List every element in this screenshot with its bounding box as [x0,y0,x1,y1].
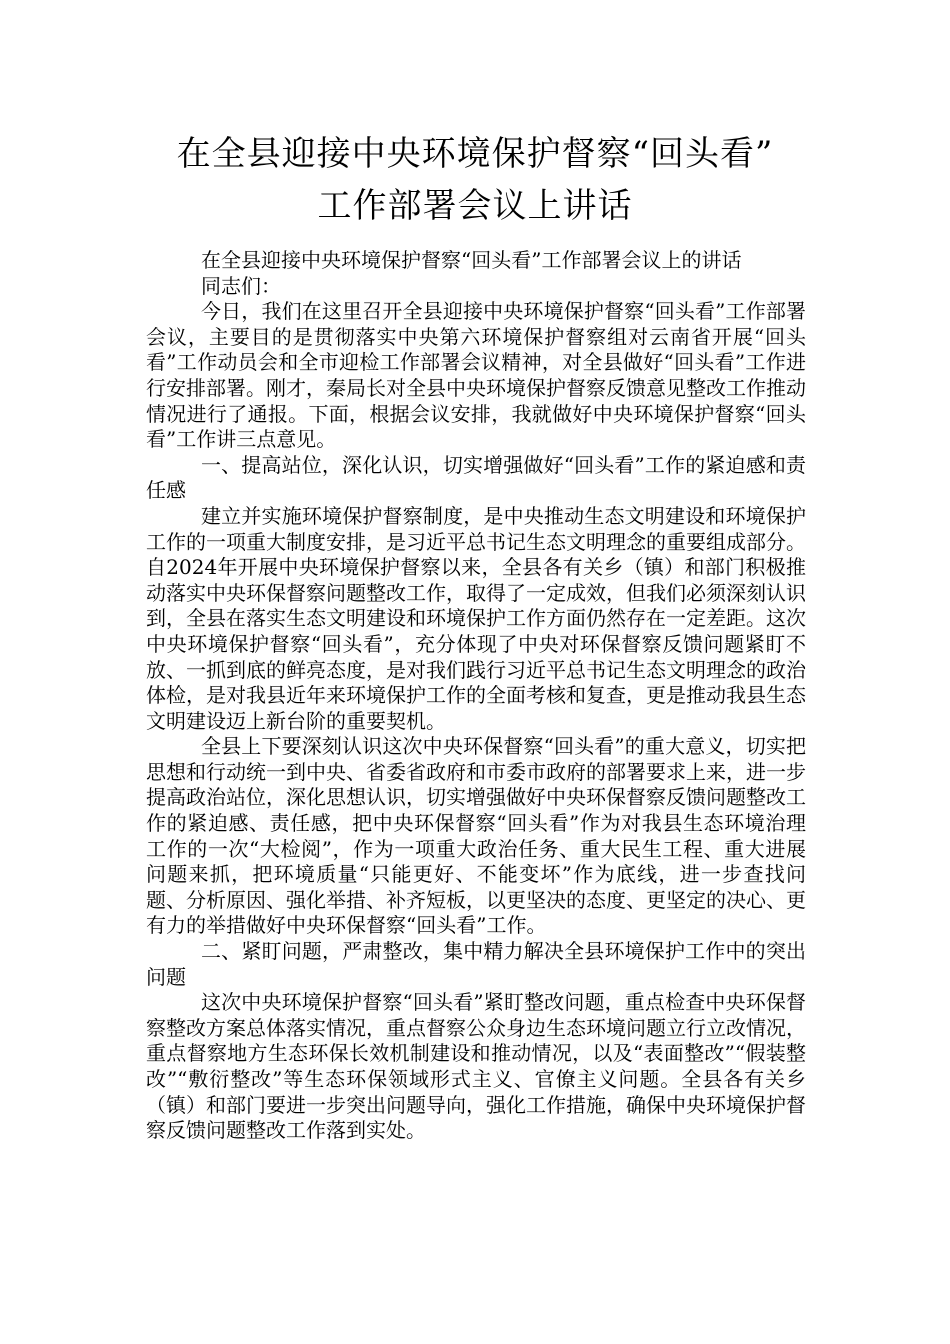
paragraph-body: 这次中央环境保护督察“回头看”紧盯整改问题，重点检查中央环保督察整改方案总体落实情况，重点督察公众身边生态环境问题立行立改情况，重点督察地方生态环保长效机制建设和推动情况，以及“表面整改”“假装整改”“敷衍整改”等生态环保领域形式主义、官僚主义问题。全县各有关乡（镇）和部门要进一步突出问题导向，强化工作措施，确保中央环境保护督察反馈问题整改工作落到实处。 [146,990,806,1143]
salutation: 同志们： [201,273,281,298]
title-line-1: 在全县迎接中央环境保护督察“回头看” [176,134,774,174]
section-heading-1: 一、提高站位，深化认识，切实增强做好“回头看”工作的紧迫感和责任感 [146,452,806,503]
title-line-2: 工作部署会议上讲话 [317,186,633,226]
paragraph-body: 全县上下要深刻认识这次中央环保督察“回头看”的重大意义，切实把思想和行动统一到中央、省委省政府和市委市政府的部署要求上来，进一步提高政治站位，深化思想认识，切实增强做好中央环保督察反馈问题整改工作的紧迫感、责任感，把中央环保督察“回头看”作为对我县生态环境治理工作的一次“大检阅”，作为一项重大政治任务、重大民生工程、重大进展问题来抓，把环境质量“只能更好、不能变坏”作为底线，进一步查找问题、分析原因、强化举措、补齐短板，以更坚决的态度、更坚定的决心、更有力的举措做好中央环保督察“回头看”工作。 [146,734,806,938]
section-heading-2: 二、紧盯问题，严肃整改，集中精力解决全县环境保护工作中的突出问题 [146,939,806,989]
paragraph-body: 建立并实施环境保护督察制度，是中央推动生态文明建设和环境保护工作的一项重大制度安排，是习近平总书记生态文明理念的重要组成部分。自2024年开展中央环境保护督察以来，全县各有关乡（镇）和部门积极推动落实中央环保督察问题整改工作，取得了一定成效，但我们必须深刻认识到，全县在落实生态文明建设和环境保护工作方面仍然存在一定差距。这次中央环境保护督察“回头看”，充分体现了中央对环保督察反馈问题紧盯不放、一抓到底的鲜亮态度，是对我们践行习近平总书记生态文明理念的政治体检，是对我县近年来环境保护工作的全面考核和复查，更是推动我县生态文明建设迈上新台阶的重要契机。 [146,503,806,733]
document-title [120,128,830,232]
document-body [146,248,806,1144]
speech-subtitle: 在全县迎接中央环境保护督察“回头看”工作部署会议上的讲话 [201,248,742,272]
paragraph-intro: 今日，我们在这里召开全县迎接中央环境保护督察“回头看”工作部署会议，主要目的是贯彻落实中央第六环境保护督察组对云南省开展“回头看”工作动员会和全市迎检工作部署会议精神，对全县做好“回头看”工作进行安排部署。刚才，秦局长对全县中央环境保护督察反馈意见整改工作推动情况进行了通报。下面，根据会议安排，我就做好中央环境保护督察“回头看”工作讲三点意见。 [146,299,806,452]
